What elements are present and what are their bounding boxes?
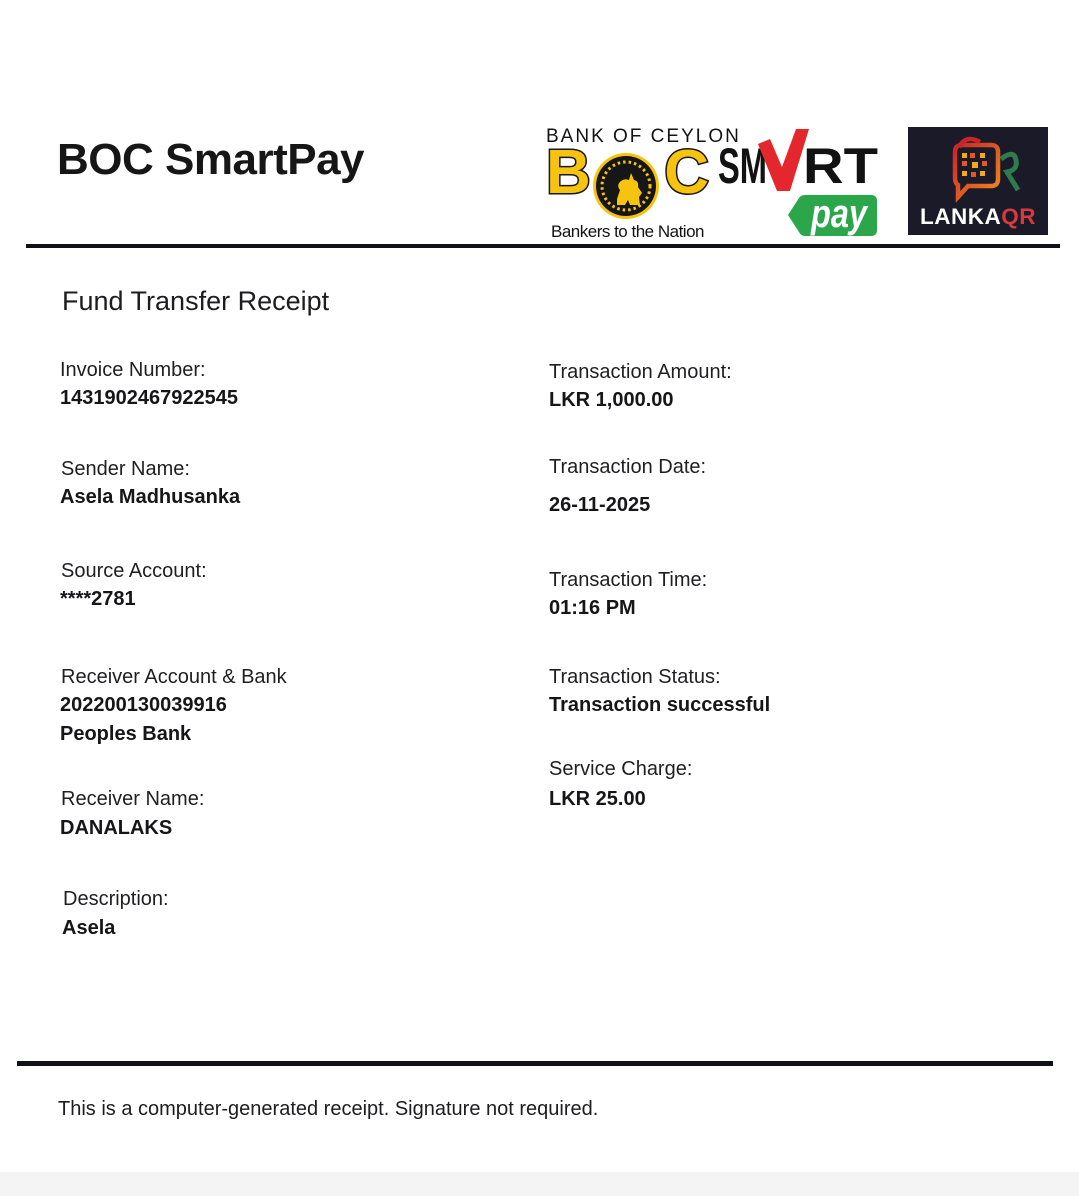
receiver-account-value: 202200130039916	[60, 694, 227, 716]
lankaqr-logo	[908, 127, 1048, 235]
footer-note: This is a computer-generated receipt. Signature not required.	[58, 1098, 599, 1120]
page-title: BOC SmartPay	[57, 135, 365, 184]
receiver-bank-value: Peoples Bank	[60, 723, 192, 745]
transaction-time-label: Transaction Time:	[549, 569, 708, 591]
sender-name-label: Sender Name:	[61, 458, 190, 480]
footer-divider	[17, 1061, 1053, 1066]
receiver-account-bank-label: Receiver Account & Bank	[61, 666, 287, 688]
service-charge-value: LKR 25.00	[549, 788, 646, 810]
transaction-date-value: 26-11-2025	[549, 494, 651, 516]
invoice-number-value: 1431902467922545	[60, 387, 238, 409]
transaction-amount-label: Transaction Amount:	[549, 361, 732, 383]
boc-letter-c: C	[664, 147, 709, 207]
receiver-name-value: DANALAKS	[60, 817, 173, 839]
boc-bank-name-text: BANK OF CEYLON	[546, 126, 741, 147]
lankaqr-lanka-text: LANKA	[920, 204, 1002, 229]
header-divider	[26, 244, 1060, 248]
boc-bank-logo	[546, 126, 741, 241]
transaction-time-value: 01:16 PM	[549, 597, 636, 619]
lankaqr-wordmark	[920, 204, 1036, 229]
transaction-amount-value: LKR 1,000.00	[549, 389, 674, 411]
sender-name-value: Asela Madhusanka	[60, 486, 241, 508]
boc-tagline-text: Bankers to the Nation	[551, 222, 704, 241]
smartpay-logo	[712, 127, 887, 239]
source-account-value: ****2781	[60, 588, 136, 610]
smart-sm-text: SM	[718, 138, 767, 194]
transaction-status-label: Transaction Status:	[549, 666, 721, 688]
source-account-label: Source Account:	[61, 560, 207, 582]
boc-letter-b: B	[546, 147, 591, 207]
receiver-name-label: Receiver Name:	[61, 788, 205, 810]
invoice-number-label: Invoice Number:	[60, 359, 206, 381]
boc-emblem-icon	[546, 147, 709, 221]
transaction-status-value: Transaction successful	[549, 694, 771, 716]
pay-text: pay	[810, 192, 869, 236]
receipt-title: Fund Transfer Receipt	[62, 286, 330, 316]
footer-strip	[0, 1172, 1079, 1196]
description-label: Description:	[63, 888, 169, 910]
service-charge-label: Service Charge:	[549, 758, 693, 780]
transaction-date-label: Transaction Date:	[549, 456, 707, 478]
description-value: Asela	[62, 917, 116, 939]
lankaqr-qr-text: QR	[1001, 204, 1036, 229]
smart-rt-text: RT	[803, 138, 878, 194]
boc-lion-seal-icon	[593, 153, 659, 219]
